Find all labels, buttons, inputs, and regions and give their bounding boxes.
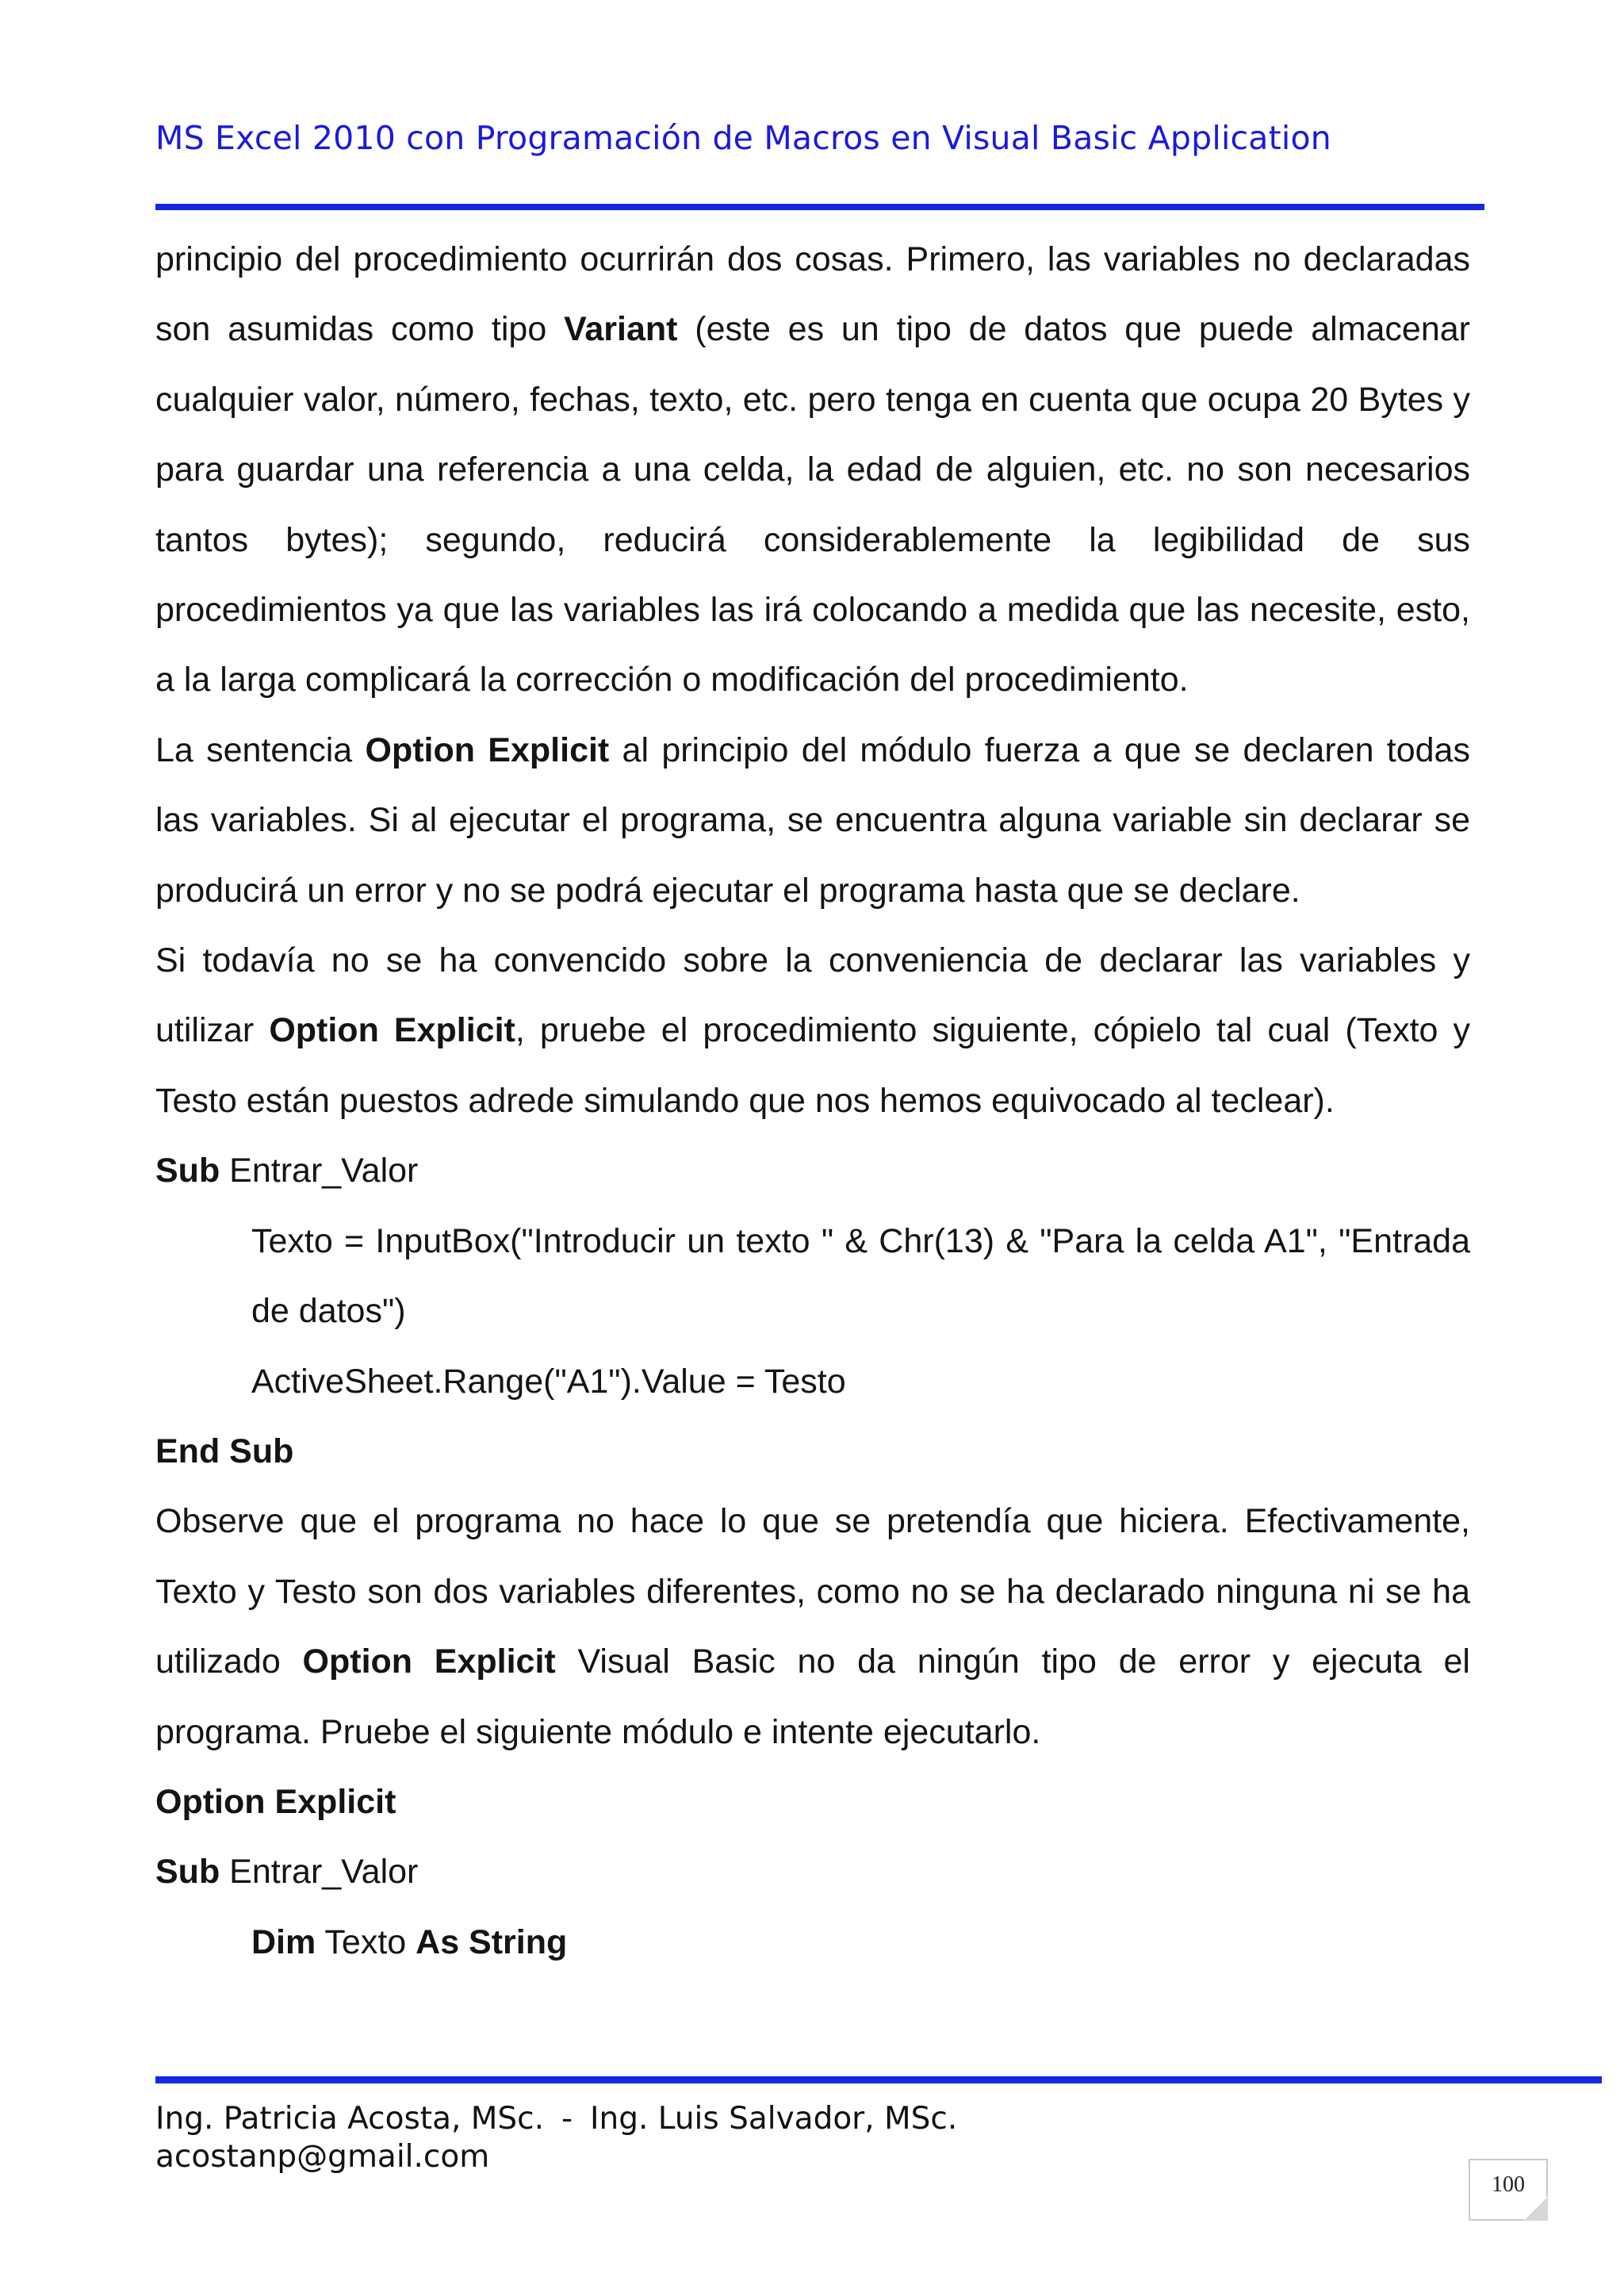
keyword-sub: Sub <box>155 1152 220 1190</box>
paragraph-option-explicit <box>155 715 1470 926</box>
text-run: Si todavía no se ha convencido sobre la conveniencia de declarar las variables y utilizar <box>155 941 1470 1050</box>
text-run: , pruebe el procedimiento siguiente, cópielo tal cual (Texto y Testo están puestos adrede simulando que nos hemos equivocado al teclear). <box>155 1011 1471 1120</box>
footer-divider <box>155 2076 1602 2083</box>
keyword-option-explicit: Option Explicit <box>365 730 610 769</box>
text-run: al principio del módulo fuerza a que se declaren todas las variables. Si al ejecutar el programa, se encuentra alguna variable sin declarar se producirá un error y no se podrá ejecutar el programa hasta que se declare. <box>155 730 1470 910</box>
keyword-option-explicit: Option Explicit <box>269 1011 515 1050</box>
keyword-as-string: As String <box>416 1922 568 1961</box>
page-number: 100 <box>1492 2172 1525 2197</box>
footer-separator: - <box>561 2101 573 2137</box>
code-sub-declaration-2 <box>155 1837 1470 1907</box>
keyword-variant: Variant <box>564 310 678 349</box>
footer-author-1: Ing. Patricia Acosta, MSc. <box>155 2101 545 2137</box>
code-assignment-line: ActiveSheet.Range("A1").Value = Testo <box>251 1362 846 1401</box>
text-run: La sentencia <box>155 730 366 769</box>
code-sub-declaration <box>155 1136 1470 1205</box>
paragraph-variant-explanation <box>155 224 1470 715</box>
page-number-box <box>1469 2159 1548 2221</box>
code-option-explicit <box>155 1767 1470 1837</box>
keyword-dim: Dim <box>251 1922 316 1961</box>
page-curl-icon <box>1524 2197 1548 2221</box>
footer-authors <box>155 2100 957 2138</box>
paragraph-observe <box>155 1486 1470 1767</box>
keyword-sub: Sub <box>155 1853 220 1892</box>
page-footer <box>155 2100 957 2176</box>
footer-email: acostanp@gmail.com <box>155 2139 490 2175</box>
code-end-sub <box>155 1416 1470 1486</box>
document-header-title: MS Excel 2010 con Programación de Macros en Visual Basic Application <box>155 119 1331 157</box>
sub-name: Entrar_Valor <box>220 1853 419 1892</box>
footer-author-2: Ing. Luis Salvador, MSc. <box>590 2101 958 2137</box>
text-run: (este es un tipo de datos que puede almacenar cualquier valor, número, fechas, texto, etc. pero tenga en cuenta que ocupa 20 Bytes y para guardar una referencia a una celda, la edad de alguien, etc. no son necesarios tantos bytes); segundo, reducirá considerablemente la legibilidad de sus procedimientos ya que las variables las irá colocando a medida que las necesite, esto, a la larga complicará la corrección o modificación del procedimiento. <box>155 310 1470 700</box>
sub-name: Entrar_Valor <box>220 1152 419 1190</box>
code-dim-line <box>155 1907 1470 1977</box>
text-run: principio del procedimiento ocurrirán dos cosas. Primero, las variables no declaradas son asumidas como tipo <box>155 240 1470 349</box>
header-divider <box>155 204 1484 210</box>
keyword-end-sub: End Sub <box>155 1432 294 1470</box>
variable-name: Texto <box>316 1922 416 1961</box>
keyword-option-explicit: Option Explicit <box>155 1782 396 1821</box>
keyword-option-explicit: Option Explicit <box>302 1642 556 1681</box>
page-body <box>155 224 1470 1977</box>
paragraph-try-procedure <box>155 926 1470 1136</box>
code-inputbox-line: Texto = InputBox("Introducir un texto " & Chr(13) & "Para la celda A1", "Entrada de datos") <box>251 1221 1470 1331</box>
text-run: Observe que el programa no hace lo que se pretendía que hiciera. Efectivamente, Texto y Testo son dos variables diferentes, como no se ha declarado ninguna ni se ha utilizado <box>155 1502 1470 1681</box>
text-run: Visual Basic no da ningún tipo de error y ejecuta el programa. Pruebe el siguiente módulo e intente ejecutarlo. <box>155 1642 1470 1751</box>
